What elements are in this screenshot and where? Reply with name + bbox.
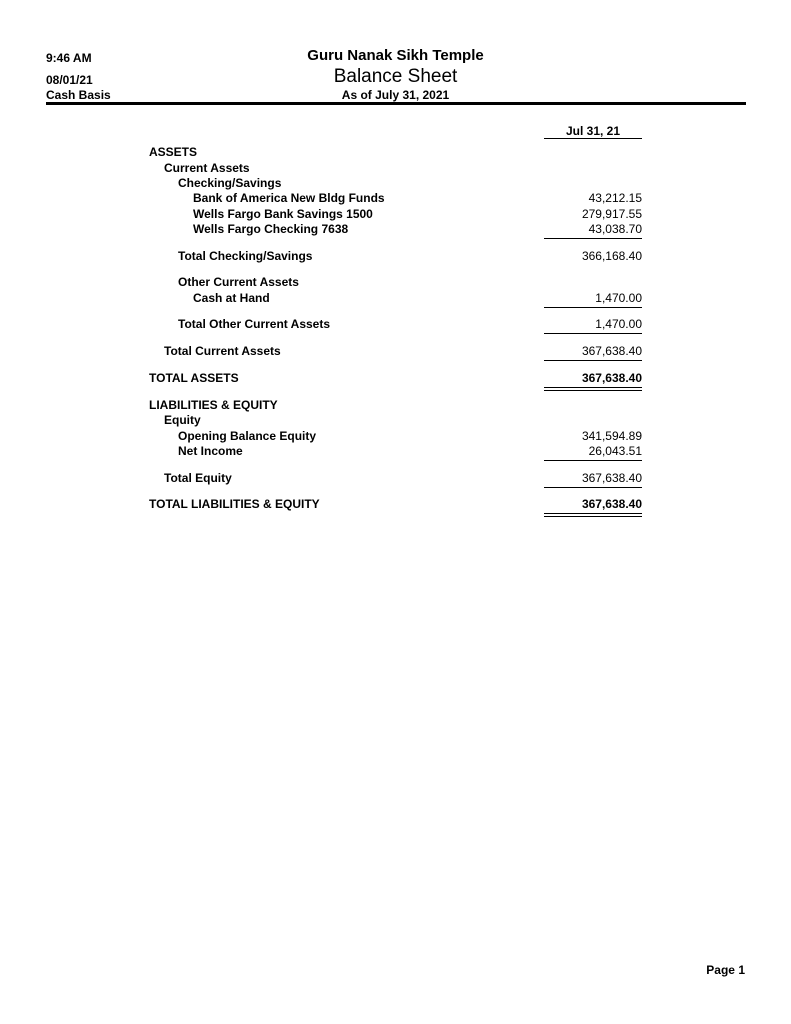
row-amount-total-other: 1,470.00 (595, 317, 642, 331)
subtotal-rule (544, 333, 642, 334)
row-amount-total-liab-equity: 367,638.40 (581, 497, 642, 511)
report-as-of: As of July 31, 2021 (341, 88, 450, 102)
row-amount-net-income: 26,043.51 (588, 444, 642, 458)
subtotal-rule (544, 238, 642, 239)
double-rule-top (544, 387, 642, 388)
row-label-total-current: Total Current Assets (164, 344, 281, 358)
row-amount-opening-equity: 341,594.89 (581, 429, 642, 443)
group-checking-savings: Checking/Savings (178, 176, 282, 190)
company-name: Guru Nanak Sikh Temple (307, 47, 484, 64)
double-rule-bottom (544, 516, 642, 517)
report-title: Balance Sheet (333, 66, 458, 87)
row-amount-boa: 43,212.15 (588, 191, 642, 205)
double-rule-top (544, 513, 642, 514)
row-label-total-checking: Total Checking/Savings (178, 249, 313, 263)
subtotal-rule (544, 460, 642, 461)
row-amount-wf-checking: 43,038.70 (588, 222, 642, 236)
row-amount-total-checking: 366,168.40 (581, 249, 642, 263)
group-other-current-assets: Other Current Assets (178, 275, 299, 289)
report-time: 9:46 AM (46, 51, 92, 65)
row-label-boa: Bank of America New Bldg Funds (193, 191, 385, 205)
row-label-total-assets: TOTAL ASSETS (149, 371, 239, 385)
row-amount-total-equity: 367,638.40 (581, 471, 642, 485)
subtotal-rule (544, 487, 642, 488)
row-amount-total-current: 367,638.40 (581, 344, 642, 358)
subtotal-rule (544, 360, 642, 361)
report-basis: Cash Basis (46, 88, 111, 102)
row-label-total-liab-equity: TOTAL LIABILITIES & EQUITY (149, 497, 320, 511)
row-label-wf-savings: Wells Fargo Bank Savings 1500 (193, 207, 373, 221)
row-amount-cash: 1,470.00 (595, 291, 642, 305)
column-header-underline (544, 138, 642, 139)
section-assets: ASSETS (149, 145, 198, 159)
section-liabilities-equity: LIABILITIES & EQUITY (149, 398, 278, 412)
group-equity: Equity (164, 413, 201, 427)
report-date: 08/01/21 (46, 73, 93, 87)
row-amount-total-assets: 367,638.40 (581, 371, 642, 385)
row-label-opening-equity: Opening Balance Equity (178, 429, 317, 443)
header-divider (46, 102, 746, 105)
page-number: Page 1 (706, 963, 745, 977)
row-label-wf-checking: Wells Fargo Checking 7638 (193, 222, 349, 236)
row-amount-wf-savings: 279,917.55 (581, 207, 642, 221)
double-rule-bottom (544, 390, 642, 391)
subtotal-rule (544, 307, 642, 308)
column-header: Jul 31, 21 (565, 124, 621, 138)
row-label-net-income: Net Income (178, 444, 243, 458)
row-label-total-equity: Total Equity (164, 471, 232, 485)
row-label-total-other: Total Other Current Assets (178, 317, 331, 331)
group-current-assets: Current Assets (164, 161, 250, 175)
row-label-cash: Cash at Hand (193, 291, 270, 305)
